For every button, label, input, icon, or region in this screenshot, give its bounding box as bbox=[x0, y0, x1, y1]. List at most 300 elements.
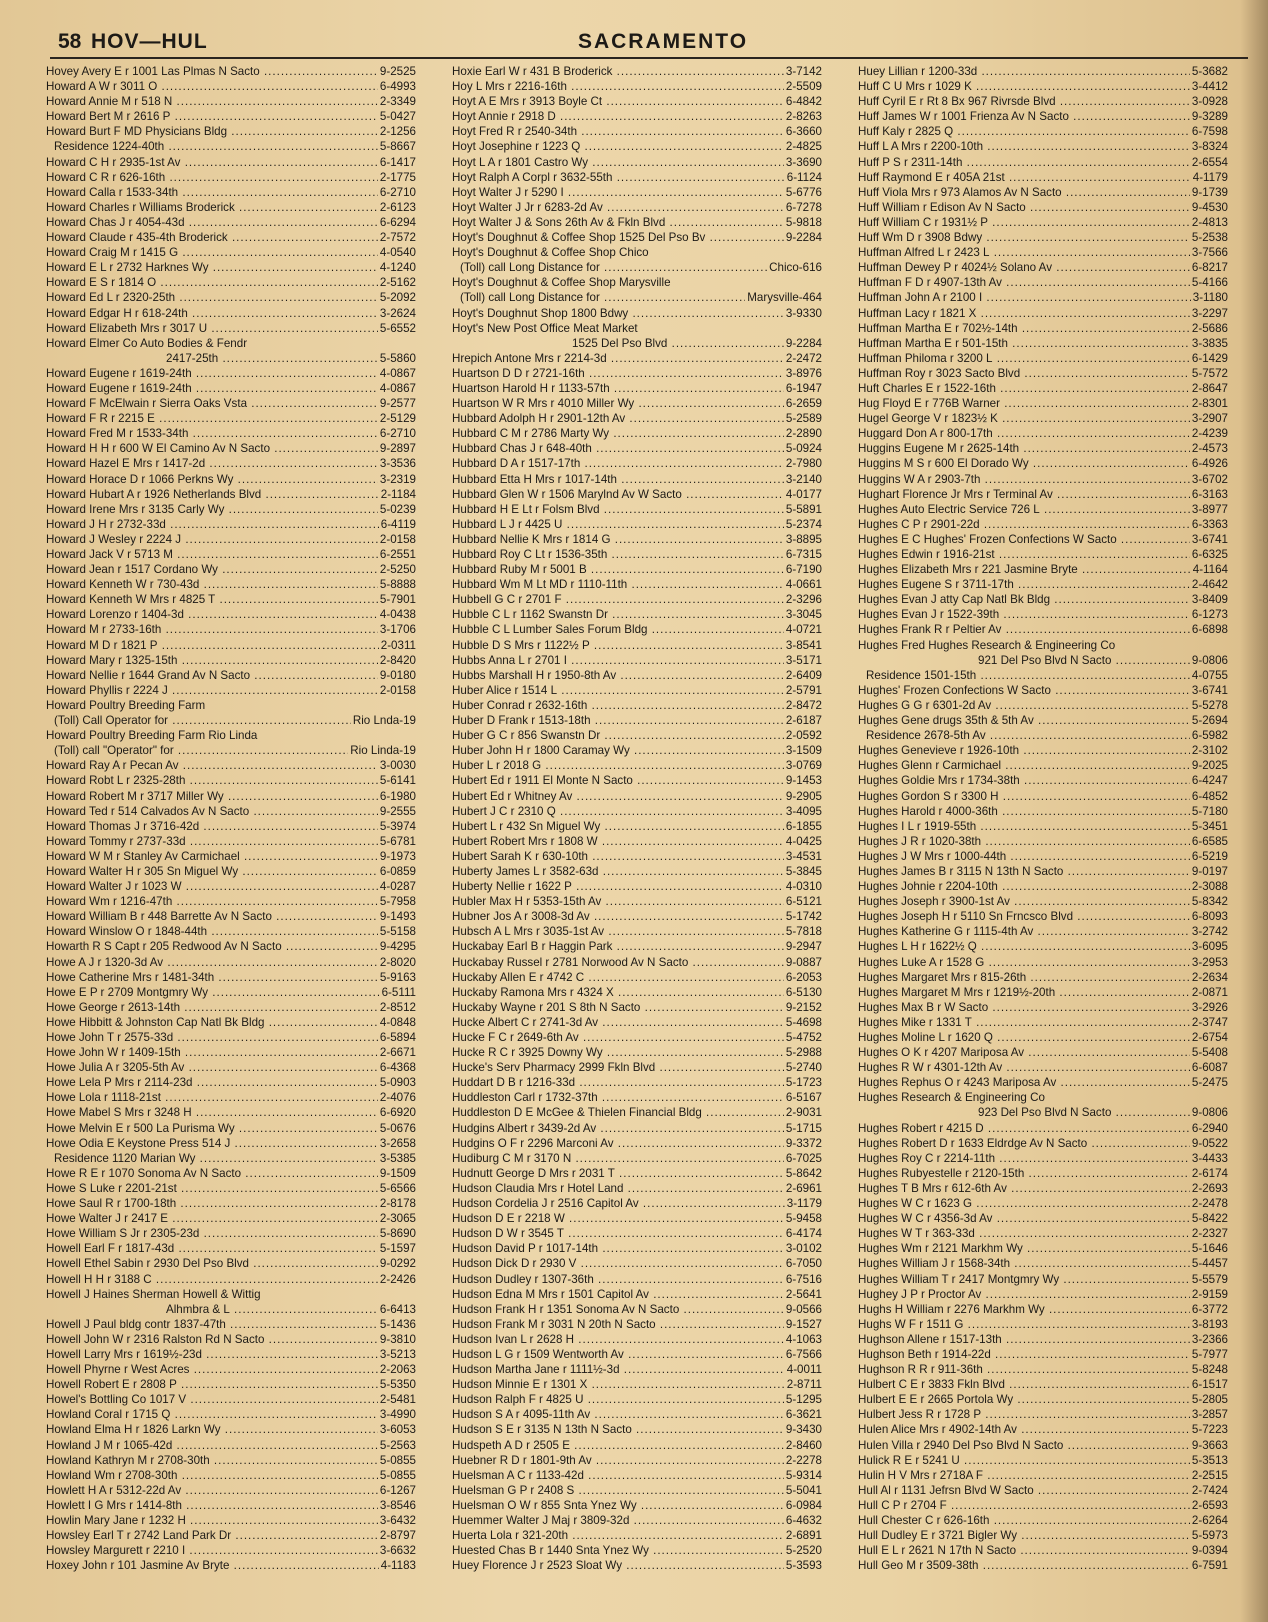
listing-name: Huff Wm D r 3908 Bdwy ..... bbox=[858, 230, 1190, 245]
listing-name: Huber John H r 1800 Caramay Wy ..... bbox=[452, 743, 784, 758]
listing-row bbox=[858, 698, 1228, 713]
listing-row bbox=[858, 170, 1228, 185]
listing-row bbox=[858, 1513, 1228, 1528]
listing-phone: 6-8093 bbox=[1191, 910, 1228, 924]
listing-name: Hughes Wm r 2121 Markhm Wy ..... bbox=[858, 1241, 1190, 1256]
listing-phone: 3-5171 bbox=[785, 653, 822, 667]
listing-phone: 5-4457 bbox=[1191, 1257, 1228, 1271]
city-title: SACRAMENTO bbox=[577, 30, 749, 53]
listing-phone: 3-3690 bbox=[785, 155, 822, 169]
listing-row bbox=[858, 924, 1228, 939]
listing-phone: 6-4842 bbox=[785, 95, 822, 109]
listing-row bbox=[858, 1468, 1228, 1483]
listing-name: Howard E S r 1814 O ..... bbox=[46, 275, 378, 290]
listing-name: Howe John T r 2575-33d ..... bbox=[46, 1030, 378, 1045]
listing-phone: 5-7180 bbox=[1191, 804, 1228, 818]
listing-phone: 2-1775 bbox=[379, 170, 416, 184]
listing-phone: 9-0806 bbox=[1191, 1106, 1228, 1120]
listing-phone: 3-2319 bbox=[379, 472, 416, 486]
listing-row bbox=[452, 1256, 822, 1271]
listing-phone: 2-8711 bbox=[786, 1378, 822, 1392]
listing-row bbox=[452, 592, 822, 607]
listing-phone: 3-8895 bbox=[785, 532, 822, 546]
listing-name: Residence 1120 Marian Wy ..... bbox=[46, 1151, 378, 1166]
listing-phone: 3-0928 bbox=[1191, 95, 1228, 109]
listing-row bbox=[452, 1211, 822, 1226]
listing-phone: 5-4752 bbox=[785, 1031, 822, 1044]
listing-phone: 5-7572 bbox=[1191, 366, 1228, 380]
listing-phone: 3-7566 bbox=[1191, 246, 1228, 260]
listing-row bbox=[858, 64, 1228, 79]
listing-row bbox=[46, 728, 416, 743]
listing-name: Huey Lillian r 1200-33d ..... bbox=[858, 64, 1190, 79]
listing-name: Huffman F D r 4907-13th Av ..... bbox=[858, 275, 1190, 290]
listing-row bbox=[858, 456, 1228, 471]
listing-name: Howard H H r 600 W El Camino Av N Sacto ..... bbox=[46, 441, 378, 456]
directory-column-2 bbox=[452, 64, 822, 1573]
listing-name: Hughes T B Mrs r 612-6th Av ..... bbox=[858, 1181, 1190, 1196]
listing-phone: 4-0287 bbox=[379, 880, 416, 894]
listing-phone: 5-1646 bbox=[1191, 1242, 1228, 1256]
listing-row bbox=[46, 1075, 416, 1090]
listing-phone: 5-4698 bbox=[785, 1015, 822, 1029]
listing-name: Hubbard C M r 2786 Marty Wy ..... bbox=[452, 426, 784, 441]
listing-row bbox=[452, 970, 822, 985]
listing-name: Hulen Villa r 2940 Del Pso Blvd N Sacto ..... bbox=[858, 1438, 1190, 1453]
listing-row bbox=[858, 1196, 1228, 1211]
listing-name: Hudson Frank H r 1351 Sonoma Av N Sacto ..... bbox=[452, 1302, 784, 1317]
listing-name: Hughes William J r 1568-34th ..... bbox=[858, 1256, 1190, 1271]
listing-name: Huckaby Wayne r 201 S 8th N Sacto ..... bbox=[452, 1000, 784, 1015]
listing-phone: 2-8178 bbox=[379, 1197, 416, 1211]
listing-row bbox=[858, 275, 1228, 290]
listing-phone: 6-1517 bbox=[1191, 1378, 1228, 1392]
listing-name: Huber D Frank r 1513-18th ..... bbox=[452, 713, 784, 728]
listing-row bbox=[858, 668, 1228, 683]
listing-row bbox=[452, 1528, 822, 1543]
listing-phone: 3-6632 bbox=[379, 1544, 416, 1558]
listing-row bbox=[46, 607, 416, 622]
listing-row bbox=[858, 894, 1228, 909]
listing-row bbox=[452, 109, 822, 124]
listing-phone: 2-0311 bbox=[380, 638, 416, 652]
listing-row bbox=[46, 1438, 416, 1453]
listing-phone: 9-1527 bbox=[785, 1317, 822, 1331]
listing-phone: 3-2366 bbox=[1191, 1332, 1228, 1346]
listing-row bbox=[46, 155, 416, 170]
listing-row bbox=[46, 351, 416, 366]
listing-phone: 5-9818 bbox=[785, 215, 822, 229]
listing-row bbox=[46, 1121, 416, 1136]
listing-phone: 9-1739 bbox=[1191, 185, 1228, 199]
listing-phone: 6-4368 bbox=[379, 1061, 416, 1075]
listing-phone: 6-7591 bbox=[1191, 1559, 1228, 1573]
listing-phone: 2-8263 bbox=[785, 110, 822, 124]
listing-name: Howard Chas J r 4054-43d ..... bbox=[46, 215, 378, 230]
listing-name: Howell John W r 2316 Ralston Rd N Sacto ..... bbox=[46, 1332, 378, 1347]
listing-phone: 2-6891 bbox=[785, 1529, 822, 1543]
listing-phone: 3-4095 bbox=[785, 804, 822, 818]
listing-phone: 2-5129 bbox=[379, 412, 416, 426]
listing-phone: 3-6741 bbox=[1191, 683, 1228, 697]
listing-name: Howard Elmer Co Auto Bodies & Fendr bbox=[46, 336, 248, 350]
listing-phone: 6-6087 bbox=[1191, 1061, 1228, 1075]
listing-phone: 2-2634 bbox=[1191, 970, 1228, 984]
listing-name: Residence 1224-40th ..... bbox=[46, 139, 378, 154]
listing-name: Huber Conrad r 2632-16th ..... bbox=[452, 698, 784, 713]
listing-row bbox=[46, 849, 416, 864]
listing-phone: 3-1180 bbox=[1192, 291, 1228, 305]
listing-phone: 5-3845 bbox=[785, 864, 822, 878]
listing-row bbox=[46, 275, 416, 290]
listing-row bbox=[452, 864, 822, 879]
listing-name: Hoyt L A r 1801 Castro Wy ..... bbox=[452, 155, 784, 170]
listing-row bbox=[46, 683, 416, 698]
directory-column-1 bbox=[46, 64, 416, 1573]
listing-name: Hoyt's Doughnut Shop 1800 Bdwy ..... bbox=[452, 306, 784, 321]
listing-row bbox=[46, 939, 416, 954]
listing-row bbox=[858, 577, 1228, 592]
listing-phone: 9-2525 bbox=[379, 65, 416, 78]
listing-name: Howland Coral r 1715 Q ..... bbox=[46, 1407, 378, 1422]
header-rule bbox=[50, 57, 1248, 59]
listing-phone: 5-8422 bbox=[1191, 1212, 1228, 1226]
listing-row bbox=[452, 1332, 822, 1347]
listing-name: Howland Kathryn M r 2708-30th ..... bbox=[46, 1453, 378, 1468]
listing-name: Hudson Cordelia J r 2516 Capitol Av ..... bbox=[452, 1196, 785, 1211]
listing-row bbox=[858, 638, 1228, 653]
listing-phone bbox=[414, 728, 416, 743]
listing-name: Howe A J r 1320-3d Av ..... bbox=[46, 955, 378, 970]
listing-row bbox=[858, 94, 1228, 109]
listing-name: Howard C R r 626-16th ..... bbox=[46, 170, 378, 185]
listing-row bbox=[452, 1226, 822, 1241]
listing-name: Hughes G G r 6301-2d Av ..... bbox=[858, 698, 1190, 713]
listing-phone: 3-4531 bbox=[785, 849, 822, 863]
listing-name: Huebner R D r 1801-9th Av ..... bbox=[452, 1453, 784, 1468]
listing-phone: 3-2297 bbox=[1191, 306, 1228, 320]
listing-phone: 3-0102 bbox=[785, 1242, 822, 1256]
listing-row bbox=[46, 1166, 416, 1181]
listing-row bbox=[858, 1483, 1228, 1498]
listing-name: Hubble D S Mrs r 1122½ P ..... bbox=[452, 638, 784, 653]
listing-row bbox=[452, 1422, 822, 1437]
listing-row bbox=[46, 1000, 416, 1015]
listing-name: Hughes Genevieve r 1926-10th ..... bbox=[858, 743, 1190, 758]
listing-row bbox=[858, 139, 1228, 154]
listing-row bbox=[452, 245, 822, 260]
listing-row bbox=[46, 985, 416, 1000]
listing-name: Hull E L r 2621 N 17th N Sacto ..... bbox=[858, 1543, 1190, 1558]
listing-row bbox=[452, 577, 822, 592]
listing-phone: 5-7977 bbox=[1191, 1347, 1228, 1361]
listing-name: Howlett I G Mrs r 1414-8th ..... bbox=[46, 1498, 378, 1513]
listing-row bbox=[46, 64, 416, 79]
listing-name: Hulick R E r 5241 U ..... bbox=[858, 1453, 1190, 1468]
listing-phone: 6-1124 bbox=[786, 170, 822, 184]
listing-phone: 5-6566 bbox=[379, 1181, 416, 1195]
listing-phone: 4-0661 bbox=[785, 578, 822, 592]
listing-row bbox=[452, 487, 822, 502]
listing-name: Huff James W r 1001 Frienza Av N Sacto ..... bbox=[858, 109, 1190, 124]
listing-row bbox=[452, 1121, 822, 1136]
listing-name: Howe Saul R r 1700-18th ..... bbox=[46, 1196, 378, 1211]
listing-phone: 3-8976 bbox=[785, 366, 822, 380]
listing-row bbox=[452, 1272, 822, 1287]
listing-name: Hughes Luke A r 1528 G ..... bbox=[858, 955, 1190, 970]
listing-name: Howe Catherine Mrs r 1481-34th ..... bbox=[46, 970, 378, 985]
listing-phone: 2-4642 bbox=[1191, 578, 1228, 592]
listing-phone: 5-0427 bbox=[379, 110, 416, 124]
listing-phone: 6-3660 bbox=[785, 125, 822, 139]
listing-name: Hug Floyd E r 776B Warner ..... bbox=[858, 396, 1190, 411]
listing-name: Howard F R r 2215 E ..... bbox=[46, 411, 378, 426]
listing-phone: Marysville-464 bbox=[747, 291, 822, 305]
listing-phone: 3-4412 bbox=[1191, 80, 1228, 94]
listing-row bbox=[46, 1347, 416, 1362]
listing-phone: 6-6294 bbox=[379, 215, 416, 229]
listing-row bbox=[46, 185, 416, 200]
listing-name: Hughes Roy C r 2214-11th ..... bbox=[858, 1151, 1190, 1166]
listing-phone: 9-0197 bbox=[1191, 864, 1228, 878]
listing-name: Howard Lorenzo r 1404-3d ..... bbox=[46, 607, 378, 622]
listing-name: Hughson R R r 911-36th ..... bbox=[858, 1362, 1190, 1377]
listing-phone: 5-9163 bbox=[379, 970, 416, 984]
listing-phone: 6-4174 bbox=[785, 1227, 822, 1241]
listing-phone: 2-1184 bbox=[380, 487, 416, 501]
listing-row bbox=[46, 487, 416, 502]
listing-row bbox=[46, 1528, 416, 1543]
listing-name: Hubble C L r 1162 Swanstn Dr ..... bbox=[452, 607, 784, 622]
listing-name: Howell Larry Mrs r 1619½-23d ..... bbox=[46, 1347, 378, 1362]
listing-phone: 2-6264 bbox=[1191, 1514, 1228, 1527]
listing-name: Huffman Roy r 3023 Sacto Blvd ..... bbox=[858, 366, 1190, 381]
listing-name: Hughes L H r 1622½ Q ..... bbox=[858, 939, 1190, 954]
listing-name: Hughs H William r 2276 Markhm Wy ..... bbox=[858, 1302, 1190, 1317]
listing-name: Hubbell G C r 2701 F ..... bbox=[452, 592, 784, 607]
listing-row bbox=[46, 94, 416, 109]
listing-name: 921 Del Pso Blvd N Sacto ..... bbox=[858, 653, 1190, 668]
listing-phone: 6-7315 bbox=[785, 548, 822, 561]
listing-phone: 2-5481 bbox=[379, 1393, 416, 1407]
listing-phone: 3-5385 bbox=[379, 1151, 416, 1165]
listing-phone: 6-3621 bbox=[785, 1408, 822, 1422]
listing-row bbox=[46, 1302, 416, 1317]
listing-row bbox=[46, 200, 416, 215]
listing-name: Huddart D B r 1216-33d ..... bbox=[452, 1075, 784, 1090]
listing-row bbox=[452, 502, 822, 517]
listing-row bbox=[858, 336, 1228, 351]
listing-row bbox=[452, 1513, 822, 1528]
listing-phone: 5-2092 bbox=[379, 291, 416, 305]
listing-phone: 2-3349 bbox=[379, 95, 416, 109]
listing-row bbox=[452, 472, 822, 487]
listing-row bbox=[858, 532, 1228, 547]
listing-name: Howard Robt L r 2325-28th ..... bbox=[46, 773, 378, 788]
listing-name: Hughes Glenn r Carmichael ..... bbox=[858, 758, 1190, 773]
listing-name: 2417-25th ..... bbox=[46, 351, 378, 366]
listing-row bbox=[452, 230, 822, 245]
listing-row bbox=[452, 1000, 822, 1015]
listing-name: Hubbard Ruby M r 5001 B ..... bbox=[452, 562, 784, 577]
listing-row bbox=[858, 1287, 1228, 1302]
listing-row bbox=[858, 1438, 1228, 1453]
listing-name: Hugel George V r 1823½ K ..... bbox=[858, 411, 1190, 426]
listing-row bbox=[46, 1196, 416, 1211]
listing-phone: 2-2472 bbox=[785, 351, 822, 365]
listing-name: Howard Ray A r Pecan Av ..... bbox=[46, 758, 378, 773]
listing-row bbox=[452, 1317, 822, 1332]
listing-name: Howard Edgar H r 618-24th ..... bbox=[46, 306, 378, 321]
listing-name: Hughes E C Hughes' Frozen Confections W Sacto ..... bbox=[858, 532, 1190, 547]
listing-phone: 5-6776 bbox=[785, 185, 822, 199]
listing-phone: 5-7958 bbox=[379, 895, 416, 909]
listing-phone: 2-0158 bbox=[379, 683, 416, 697]
listing-row bbox=[858, 396, 1228, 411]
listing-row bbox=[858, 758, 1228, 773]
listing-name: Hughes Rephus O r 4243 Mariposa Av ..... bbox=[858, 1075, 1190, 1090]
listing-row bbox=[858, 789, 1228, 804]
listing-row bbox=[858, 622, 1228, 637]
listing-row bbox=[452, 1438, 822, 1453]
listing-phone: 9-0887 bbox=[785, 955, 822, 969]
listing-phone bbox=[414, 698, 416, 713]
listing-phone: 6-4993 bbox=[379, 80, 416, 94]
listing-name: Hudson Minnie E r 1301 X ..... bbox=[452, 1377, 785, 1392]
listing-phone: 9-3663 bbox=[1191, 1438, 1228, 1452]
listing-phone: 2-9031 bbox=[785, 1106, 822, 1120]
listing-row bbox=[46, 789, 416, 804]
listing-phone: 6-1855 bbox=[785, 819, 822, 833]
listing-name: Howard Elizabeth Mrs r 3017 U ..... bbox=[46, 321, 378, 336]
listing-phone: 3-3835 bbox=[1191, 336, 1228, 350]
listing-row bbox=[452, 909, 822, 924]
listing-phone: 9-2577 bbox=[379, 397, 416, 411]
listing-phone: 6-4926 bbox=[1191, 457, 1228, 471]
listing-phone: 5-2475 bbox=[1191, 1076, 1228, 1090]
listing-row bbox=[858, 245, 1228, 260]
listing-row bbox=[858, 607, 1228, 622]
listing-phone: 6-6585 bbox=[1191, 834, 1228, 848]
listing-row bbox=[452, 1196, 822, 1211]
listing-phone: Rio Lnda-19 bbox=[352, 714, 416, 728]
listing-name: Howard Hazel E Mrs r 1417-2d ..... bbox=[46, 456, 378, 471]
listing-phone: 3-5213 bbox=[379, 1347, 416, 1361]
listing-name: Hubert L r 432 Sn Miguel Wy ..... bbox=[452, 819, 784, 834]
listing-name: Hoyt's Doughnut & Coffee Shop 1525 Del Pso Bv ..... bbox=[452, 230, 784, 245]
listing-row bbox=[452, 532, 822, 547]
listing-row bbox=[46, 532, 416, 547]
listing-row bbox=[858, 1453, 1228, 1468]
listing-phone: 5-3974 bbox=[379, 819, 416, 833]
listing-row bbox=[858, 321, 1228, 336]
listing-name: Howard M D r 1821 P ..... bbox=[46, 638, 379, 653]
listing-name: Hubsch A L Mrs r 3035-1st Av ..... bbox=[452, 924, 784, 939]
listing-row bbox=[452, 1302, 822, 1317]
listing-row bbox=[858, 713, 1228, 728]
listing-phone: 3-3045 bbox=[785, 608, 822, 622]
listing-row bbox=[452, 124, 822, 139]
listing-phone: 4-0867 bbox=[379, 381, 416, 395]
listing-name: Huckaby Ramona Mrs r 4324 X ..... bbox=[452, 985, 784, 1000]
listing-name: Hughes Mike r 1331 T ..... bbox=[858, 1015, 1190, 1030]
listing-name: Huff Viola Mrs r 973 Alamos Av N Sacto ..... bbox=[858, 185, 1190, 200]
listing-name: Hucke's Serv Pharmacy 2999 Fkln Blvd ..... bbox=[452, 1060, 784, 1075]
listing-row bbox=[452, 1060, 822, 1075]
listing-row bbox=[46, 592, 416, 607]
listing-phone: 5-5278 bbox=[1191, 698, 1228, 712]
listing-name: Hughes' Frozen Confections W Sacto ..... bbox=[858, 683, 1190, 698]
listing-phone: 3-3536 bbox=[379, 457, 416, 471]
listing-name: Howard J Wesley r 2224 J ..... bbox=[46, 532, 378, 547]
listing-row bbox=[46, 743, 416, 758]
listing-row bbox=[858, 472, 1228, 487]
listing-row bbox=[46, 668, 416, 683]
listing-row bbox=[452, 351, 822, 366]
listing-row bbox=[46, 336, 416, 351]
listing-name: Howell Ethel Sabin r 2930 Del Pso Blvd ..... bbox=[46, 1256, 378, 1271]
listing-name: Hudson Frank M r 3031 N 20th N Sacto ..... bbox=[452, 1317, 784, 1332]
listing-row bbox=[452, 879, 822, 894]
listing-phone: 6-5219 bbox=[1191, 849, 1228, 863]
listing-row bbox=[452, 1090, 822, 1105]
listing-name: Hubner Jos A r 3008-3d Av ..... bbox=[452, 909, 784, 924]
listing-row bbox=[46, 1377, 416, 1392]
listing-phone: 5-7901 bbox=[379, 593, 416, 607]
listing-row bbox=[858, 79, 1228, 94]
listing-name: Hughson Beth r 1914-22d ..... bbox=[858, 1347, 1190, 1362]
listing-row bbox=[858, 1256, 1228, 1271]
listing-row bbox=[46, 713, 416, 728]
listing-row bbox=[452, 1136, 822, 1151]
listing-phone: 5-3513 bbox=[1191, 1453, 1228, 1467]
listing-phone: 5-5041 bbox=[785, 1483, 822, 1497]
listing-phone: 9-1453 bbox=[785, 774, 822, 788]
listing-row bbox=[858, 1060, 1228, 1075]
listing-row bbox=[858, 819, 1228, 834]
listing-row bbox=[46, 109, 416, 124]
listing-name: Hoyt's Doughnut & Coffee Shop Chico bbox=[452, 246, 649, 260]
listing-name: Hughs W F r 1511 G ..... bbox=[858, 1317, 1190, 1332]
listing-name: Hughes Auto Electric Service 726 L ..... bbox=[858, 502, 1190, 517]
listing-phone: 9-1493 bbox=[379, 910, 416, 924]
listing-phone: 9-2284 bbox=[785, 336, 822, 350]
listing-phone: 2-8512 bbox=[379, 1000, 416, 1014]
listing-name: Howe Odia E Keystone Press 514 J ..... bbox=[46, 1136, 378, 1151]
listing-row bbox=[452, 1483, 822, 1498]
listing-name: Howard Fred M r 1533-34th ..... bbox=[46, 426, 378, 441]
listing-name: Hoyt's Doughnut & Coffee Shop Marysville bbox=[452, 276, 671, 290]
listing-name: Howard Bert M r 2616 P ..... bbox=[46, 109, 378, 124]
listing-row bbox=[46, 1241, 416, 1256]
listing-phone: 2-3296 bbox=[785, 593, 822, 607]
listing-row bbox=[858, 1045, 1228, 1060]
listing-name: Hull C P r 2704 F ..... bbox=[858, 1498, 1190, 1513]
listing-phone: 2-8647 bbox=[1191, 381, 1228, 395]
listing-phone: 2-5686 bbox=[1191, 321, 1228, 335]
listing-phone: 4-1164 bbox=[1192, 563, 1228, 577]
listing-phone: 6-3363 bbox=[1191, 517, 1228, 531]
listing-name: Hoyt's New Post Office Meat Market bbox=[452, 321, 638, 335]
listing-row bbox=[46, 547, 416, 562]
listing-name: Huelsman O W r 855 Snta Ynez Wy ..... bbox=[452, 1498, 784, 1513]
listing-row bbox=[858, 1030, 1228, 1045]
listing-phone: 2-4076 bbox=[379, 1091, 416, 1105]
listing-phone: 2-5509 bbox=[785, 80, 822, 94]
listing-name: Hubert Sarah K r 630-10th ..... bbox=[452, 849, 784, 864]
listing-name: Residence 2678-5th Av ..... bbox=[858, 728, 1190, 743]
listing-phone: 3-1706 bbox=[379, 623, 416, 637]
